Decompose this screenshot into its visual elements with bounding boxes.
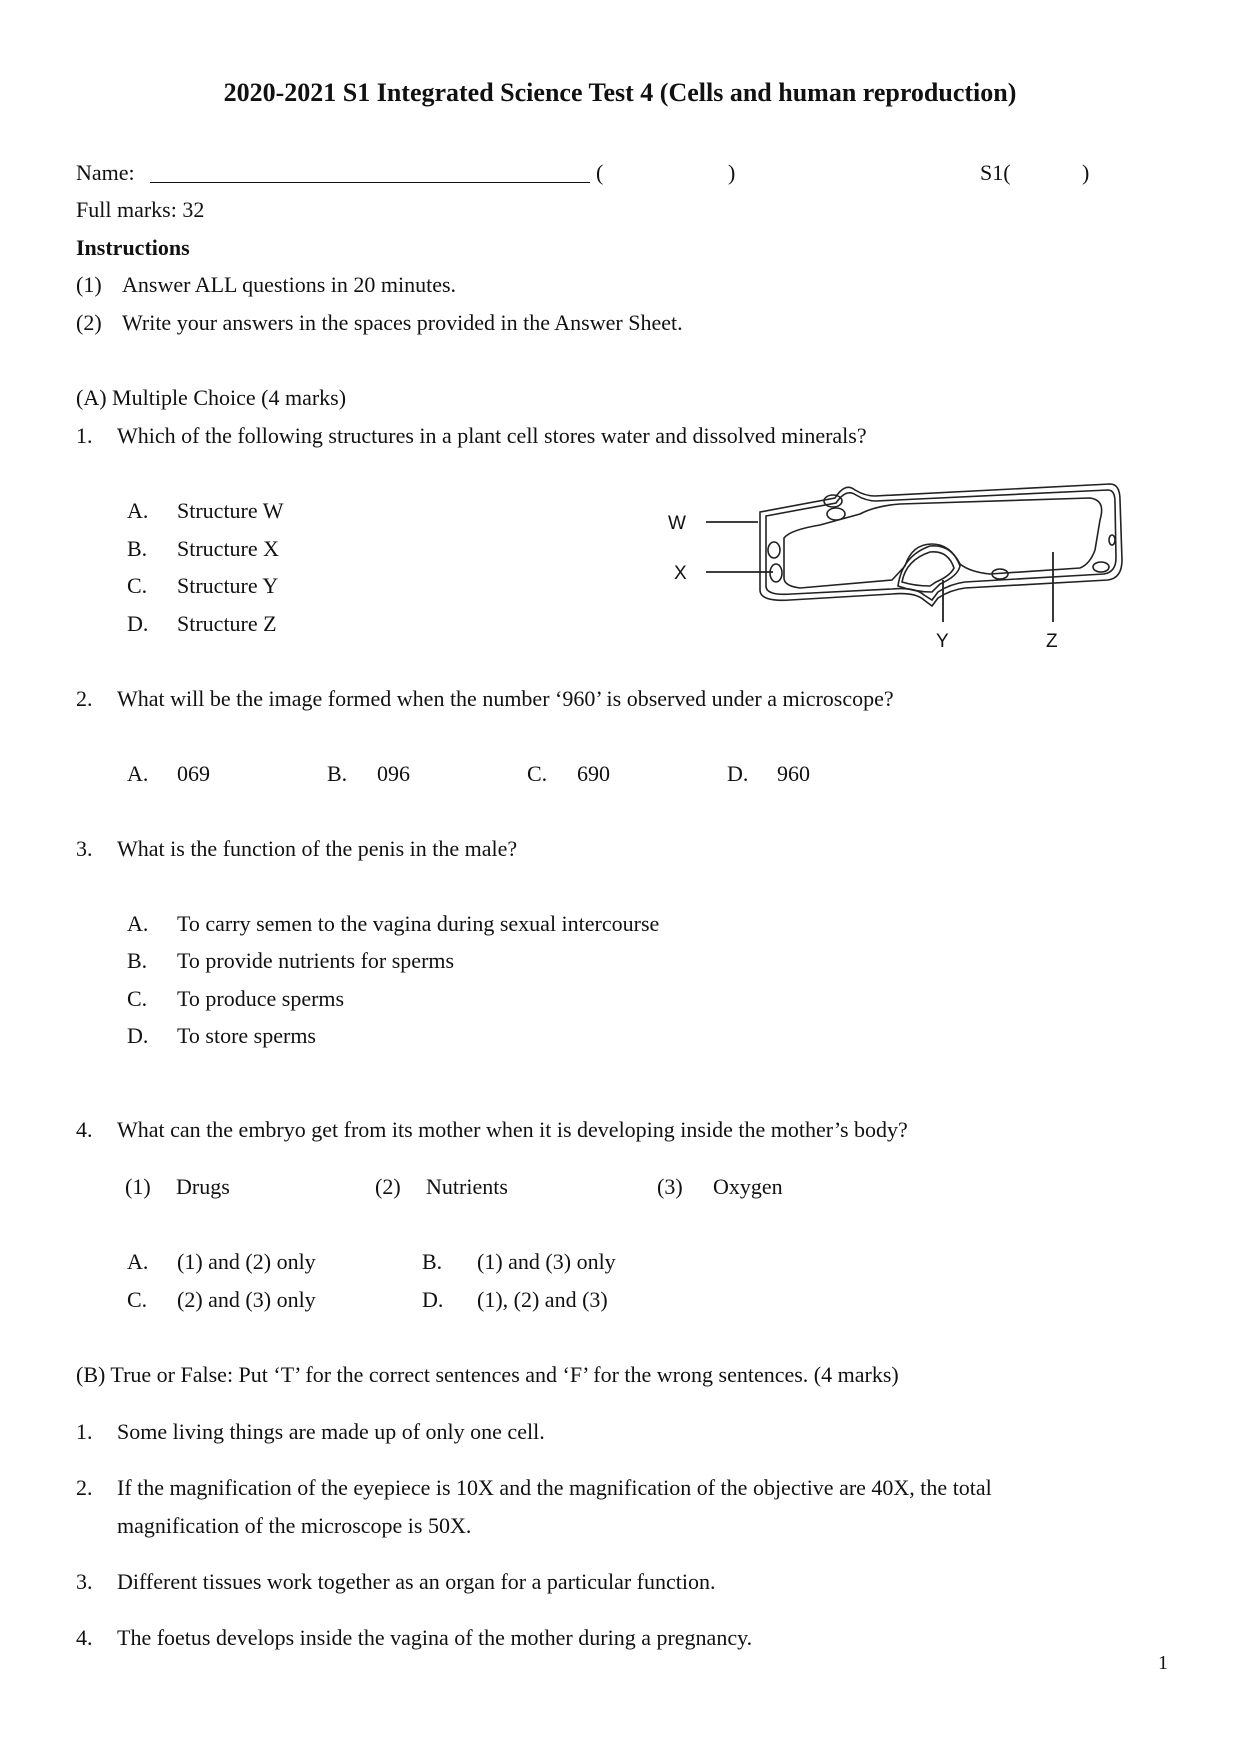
name-field[interactable] — [150, 182, 590, 183]
label-y: Y — [936, 631, 949, 652]
option-letter: A. — [127, 911, 149, 936]
full-marks: Full marks: 32 — [76, 197, 205, 222]
item-number: (2) — [375, 1174, 401, 1199]
option-letter: B. — [127, 536, 148, 561]
option-text[interactable]: To carry semen to the vagina during sexual intercourse — [177, 911, 660, 936]
item-text: Drugs — [176, 1174, 230, 1199]
option-letter: B. — [127, 948, 148, 973]
chloroplast — [824, 495, 842, 507]
section-b-heading: (B) True or False: Put ‘T’ for the correct sentences and ‘F’ for the wrong sentences. (4 marks) — [76, 1362, 899, 1387]
class-label: S1( — [980, 160, 1011, 185]
label-x: X — [674, 563, 687, 584]
chloroplast — [1109, 535, 1115, 545]
instruction-number: (2) — [76, 310, 102, 335]
chloroplast — [827, 508, 845, 520]
option-text[interactable]: Structure Y — [177, 573, 279, 598]
option-text[interactable]: Structure W — [177, 498, 284, 523]
item-number: (1) — [125, 1174, 151, 1199]
option-text[interactable]: (1) and (3) only — [477, 1249, 616, 1274]
question-number: 4. — [76, 1117, 93, 1142]
label-z: Z — [1046, 631, 1058, 652]
label-w: W — [668, 513, 686, 534]
question-text: What can the embryo get from its mother when it is developing inside the mother’s body? — [117, 1117, 908, 1142]
statement-text: If the magnification of the eyepiece is 10X and the magnification of the objective are 40X, the total — [117, 1475, 992, 1500]
option-text[interactable]: (1) and (2) only — [177, 1249, 316, 1274]
item-text: Nutrients — [426, 1174, 508, 1199]
instruction-text: Write your answers in the spaces provided in the Answer Sheet. — [122, 310, 683, 335]
option-text[interactable]: 960 — [777, 761, 810, 786]
option-letter: D. — [127, 611, 149, 636]
name-label: Name: — [76, 160, 135, 185]
question-number: 3. — [76, 836, 93, 861]
option-letter: A. — [127, 761, 149, 786]
class-close-paren: ) — [1082, 160, 1090, 185]
option-letter: D. — [422, 1287, 444, 1312]
option-text[interactable]: Structure Z — [177, 611, 277, 636]
question-text: What will be the image formed when the number ‘960’ is observed under a microscope? — [117, 686, 894, 711]
option-text[interactable]: Structure X — [177, 536, 280, 561]
plant-cell-diagram — [660, 470, 1160, 660]
vacuole — [784, 498, 1102, 588]
chloroplast — [1093, 562, 1109, 572]
option-letter: C. — [127, 1287, 148, 1312]
class-number-open-paren: ( — [596, 160, 604, 185]
option-letter: D. — [727, 761, 749, 786]
option-letter: C. — [127, 573, 148, 598]
option-text[interactable]: 690 — [577, 761, 610, 786]
option-letter: B. — [422, 1249, 443, 1274]
chloroplast — [768, 542, 780, 558]
statement-number: 1. — [76, 1419, 93, 1444]
item-number: (3) — [657, 1174, 683, 1199]
question-number: 1. — [76, 423, 93, 448]
statement-text: The foetus develops inside the vagina of the mother during a pregnancy. — [117, 1625, 753, 1650]
option-text[interactable]: (1), (2) and (3) — [477, 1287, 608, 1312]
question-text: What is the function of the penis in the male? — [117, 836, 518, 861]
statement-text-continued: magnification of the microscope is 50X. — [117, 1513, 472, 1538]
option-letter: A. — [127, 1249, 149, 1274]
option-text[interactable]: To provide nutrients for sperms — [177, 948, 455, 973]
statement-text: Different tissues work together as an organ for a particular function. — [117, 1569, 716, 1594]
instructions-heading: Instructions — [76, 235, 190, 260]
option-letter: C. — [127, 986, 148, 1011]
statement-number: 2. — [76, 1475, 93, 1500]
page-number: 1 — [1158, 1652, 1168, 1674]
option-letter: C. — [527, 761, 548, 786]
statement-text: Some living things are made up of only one cell. — [117, 1419, 545, 1444]
option-letter: A. — [127, 498, 149, 523]
option-text[interactable]: 069 — [177, 761, 210, 786]
option-letter: D. — [127, 1023, 149, 1048]
class-number-close-paren: ) — [728, 160, 736, 185]
question-number: 2. — [76, 686, 93, 711]
statement-number: 4. — [76, 1625, 93, 1650]
option-text[interactable]: (2) and (3) only — [177, 1287, 316, 1312]
instruction-text: Answer ALL questions in 20 minutes. — [122, 272, 457, 297]
instruction-number: (1) — [76, 272, 102, 297]
statement-number: 3. — [76, 1569, 93, 1594]
option-text[interactable]: 096 — [377, 761, 410, 786]
section-a-heading: (A) Multiple Choice (4 marks) — [76, 385, 347, 410]
option-letter: B. — [327, 761, 348, 786]
page-title: 2020-2021 S1 Integrated Science Test 4 (Cells and human reproduction) — [223, 78, 1017, 107]
item-text: Oxygen — [713, 1174, 783, 1199]
chloroplast — [770, 564, 782, 582]
option-text[interactable]: To produce sperms — [177, 986, 345, 1011]
option-text[interactable]: To store sperms — [177, 1023, 316, 1048]
question-text: Which of the following structures in a plant cell stores water and dissolved minerals? — [117, 423, 867, 448]
